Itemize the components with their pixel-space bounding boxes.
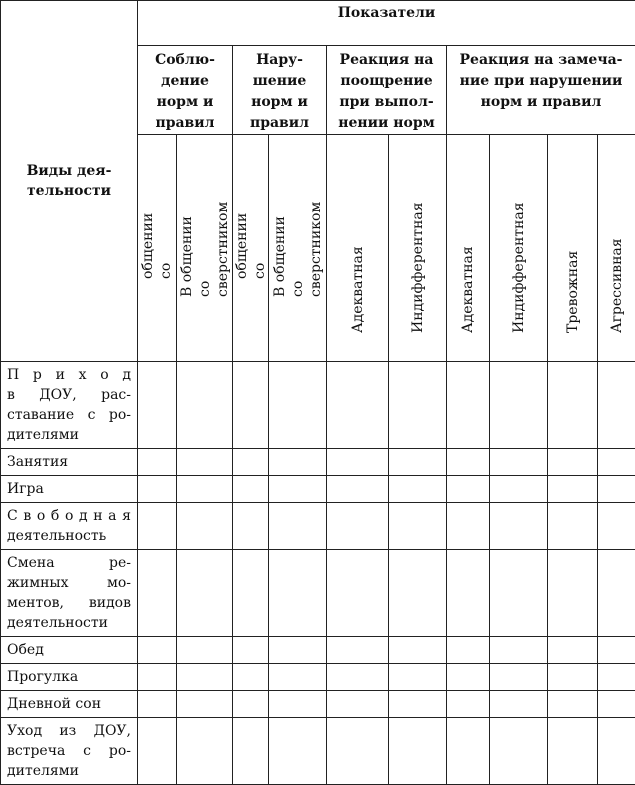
table-cell[interactable] xyxy=(138,550,177,637)
table-cell[interactable] xyxy=(598,362,635,449)
row-label: Занятия xyxy=(1,449,138,476)
table-cell[interactable] xyxy=(269,637,327,664)
row-label: Прогулка xyxy=(1,664,138,691)
subcolumn-header-text: Адекватная xyxy=(459,246,477,333)
table-cell[interactable] xyxy=(598,718,635,785)
table-cell[interactable] xyxy=(269,503,327,550)
table-cell[interactable] xyxy=(389,550,447,637)
table-cell[interactable] xyxy=(327,503,389,550)
subcolumn-header-text: Индифферентная xyxy=(409,202,427,333)
table-cell[interactable] xyxy=(548,718,598,785)
table-cell[interactable] xyxy=(269,476,327,503)
group-header-remark-reaction-text: Реакция на замеча- ние при нарушении норм и правил xyxy=(460,52,623,110)
table-cell[interactable] xyxy=(177,503,233,550)
table-cell[interactable] xyxy=(233,691,269,718)
subcolumn-header xyxy=(233,135,269,362)
table-cell[interactable] xyxy=(598,637,635,664)
row-label: Смена ре- жимных мо- ментов, видов деятельности xyxy=(1,550,138,637)
subcolumn-header-text: Индифферентная xyxy=(510,202,528,333)
table-cell[interactable] xyxy=(598,691,635,718)
subcolumn-header xyxy=(598,135,635,362)
table-cell[interactable] xyxy=(548,476,598,503)
group-header-compliance-text: Соблю- дение норм и правил xyxy=(155,52,215,131)
table-cell[interactable] xyxy=(548,362,598,449)
row-label: Игра xyxy=(1,476,138,503)
indicators-header xyxy=(138,1,635,46)
table-cell[interactable] xyxy=(447,476,490,503)
table-cell[interactable] xyxy=(490,476,548,503)
subcolumn-header-text: Тревожная xyxy=(564,251,582,333)
subcolumn-header-text: Адекватная xyxy=(349,246,367,333)
table-cell[interactable] xyxy=(327,718,389,785)
table-cell[interactable] xyxy=(269,449,327,476)
table-row xyxy=(1,503,635,550)
table-row xyxy=(1,691,635,718)
table-cell[interactable] xyxy=(177,664,233,691)
header-row-1 xyxy=(1,1,635,46)
table-cell[interactable] xyxy=(269,718,327,785)
group-header-compliance xyxy=(138,46,233,135)
subcolumn-header-text: В общении со сверстником xyxy=(271,202,325,297)
row-label: П р и х о д в ДОУ, рас- ставание с ро- дителями xyxy=(1,362,138,449)
table-cell[interactable] xyxy=(598,476,635,503)
indicators-header-text: Показатели xyxy=(338,5,436,21)
group-header-encouragement-reaction-text: Реакция на поощрение при выпол- нении норм xyxy=(338,52,435,131)
table-cell[interactable] xyxy=(138,362,177,449)
table-cell[interactable] xyxy=(447,449,490,476)
table-cell[interactable] xyxy=(138,691,177,718)
table-cell[interactable] xyxy=(138,637,177,664)
table-cell[interactable] xyxy=(177,476,233,503)
subcolumn-header-text: В общении со сверстником xyxy=(178,202,232,297)
row-label: Уход из ДОУ, встреча с ро- дителями xyxy=(1,718,138,785)
table-cell[interactable] xyxy=(269,550,327,637)
table-cell[interactable] xyxy=(233,476,269,503)
subcolumn-header-text: Агрессивная xyxy=(608,238,626,333)
table-cell[interactable] xyxy=(177,691,233,718)
subcolumn-header-text: общении со xyxy=(233,207,269,279)
table-row xyxy=(1,362,635,449)
subcolumn-header-text: общении со xyxy=(138,207,177,279)
table-cell[interactable] xyxy=(233,718,269,785)
table-cell[interactable] xyxy=(447,550,490,637)
table-cell[interactable] xyxy=(598,664,635,691)
table-cell[interactable] xyxy=(177,362,233,449)
table-cell[interactable] xyxy=(269,691,327,718)
table-cell[interactable] xyxy=(233,362,269,449)
table-cell[interactable] xyxy=(327,637,389,664)
table-cell[interactable] xyxy=(389,637,447,664)
subcolumn-header xyxy=(548,135,598,362)
table-cell[interactable] xyxy=(327,664,389,691)
table-cell[interactable] xyxy=(548,691,598,718)
table-cell[interactable] xyxy=(177,718,233,785)
table-cell[interactable] xyxy=(389,503,447,550)
table-cell[interactable] xyxy=(598,503,635,550)
subcolumn-header xyxy=(389,135,447,362)
table-cell[interactable] xyxy=(447,362,490,449)
table-row xyxy=(1,718,635,785)
table-cell[interactable] xyxy=(548,637,598,664)
table-cell[interactable] xyxy=(327,362,389,449)
table-cell[interactable] xyxy=(177,550,233,637)
subcolumn-header xyxy=(269,135,327,362)
table-cell[interactable] xyxy=(490,362,548,449)
row-label: Обед xyxy=(1,637,138,664)
table-cell[interactable] xyxy=(177,449,233,476)
table-cell[interactable] xyxy=(447,691,490,718)
table-cell[interactable] xyxy=(327,449,389,476)
table-cell[interactable] xyxy=(490,637,548,664)
group-header-violation-text: Нару- шение норм и правил xyxy=(250,52,309,131)
table-cell[interactable] xyxy=(233,664,269,691)
table-cell[interactable] xyxy=(548,449,598,476)
table-cell[interactable] xyxy=(490,664,548,691)
row-label: С в о б о д н а я деятельность xyxy=(1,503,138,550)
table-cell[interactable] xyxy=(447,718,490,785)
table-cell[interactable] xyxy=(490,691,548,718)
table-row xyxy=(1,637,635,664)
table-cell[interactable] xyxy=(389,718,447,785)
table-cell[interactable] xyxy=(389,664,447,691)
table-cell[interactable] xyxy=(233,637,269,664)
table-cell[interactable] xyxy=(138,449,177,476)
table-cell[interactable] xyxy=(490,503,548,550)
table-cell[interactable] xyxy=(269,362,327,449)
subcolumn-header xyxy=(138,135,177,362)
table-cell[interactable] xyxy=(447,637,490,664)
subcolumn-header xyxy=(177,135,233,362)
table-cell[interactable] xyxy=(233,550,269,637)
table-cell[interactable] xyxy=(389,449,447,476)
subcolumn-header xyxy=(327,135,389,362)
subcolumn-header xyxy=(447,135,490,362)
activity-types-header xyxy=(1,1,138,362)
group-header-violation xyxy=(233,46,327,135)
table-cell[interactable] xyxy=(327,550,389,637)
table-cell[interactable] xyxy=(490,550,548,637)
table-cell[interactable] xyxy=(138,664,177,691)
table-cell[interactable] xyxy=(490,449,548,476)
table-cell[interactable] xyxy=(490,718,548,785)
table-cell[interactable] xyxy=(138,503,177,550)
table-cell[interactable] xyxy=(138,718,177,785)
table-cell[interactable] xyxy=(389,476,447,503)
table-cell[interactable] xyxy=(598,449,635,476)
subcolumn-header xyxy=(490,135,548,362)
table-row xyxy=(1,664,635,691)
group-header-remark-reaction xyxy=(447,46,635,135)
table-cell[interactable] xyxy=(327,476,389,503)
table-cell[interactable] xyxy=(548,503,598,550)
activity-types-header-text: Виды дея- тельности xyxy=(27,163,112,199)
table-cell[interactable] xyxy=(447,503,490,550)
table-cell[interactable] xyxy=(233,449,269,476)
table-cell[interactable] xyxy=(389,362,447,449)
table-cell[interactable] xyxy=(269,664,327,691)
table-cell[interactable] xyxy=(598,550,635,637)
group-header-encouragement-reaction xyxy=(327,46,447,135)
table-cell[interactable] xyxy=(548,550,598,637)
table-cell[interactable] xyxy=(327,691,389,718)
table-cell[interactable] xyxy=(548,664,598,691)
table-cell[interactable] xyxy=(389,691,447,718)
table-row xyxy=(1,550,635,637)
table-row xyxy=(1,476,635,503)
table-cell[interactable] xyxy=(447,664,490,691)
table-cell[interactable] xyxy=(233,503,269,550)
table-cell[interactable] xyxy=(138,476,177,503)
row-label: Дневной сон xyxy=(1,691,138,718)
table-row xyxy=(1,449,635,476)
table-cell[interactable] xyxy=(177,637,233,664)
